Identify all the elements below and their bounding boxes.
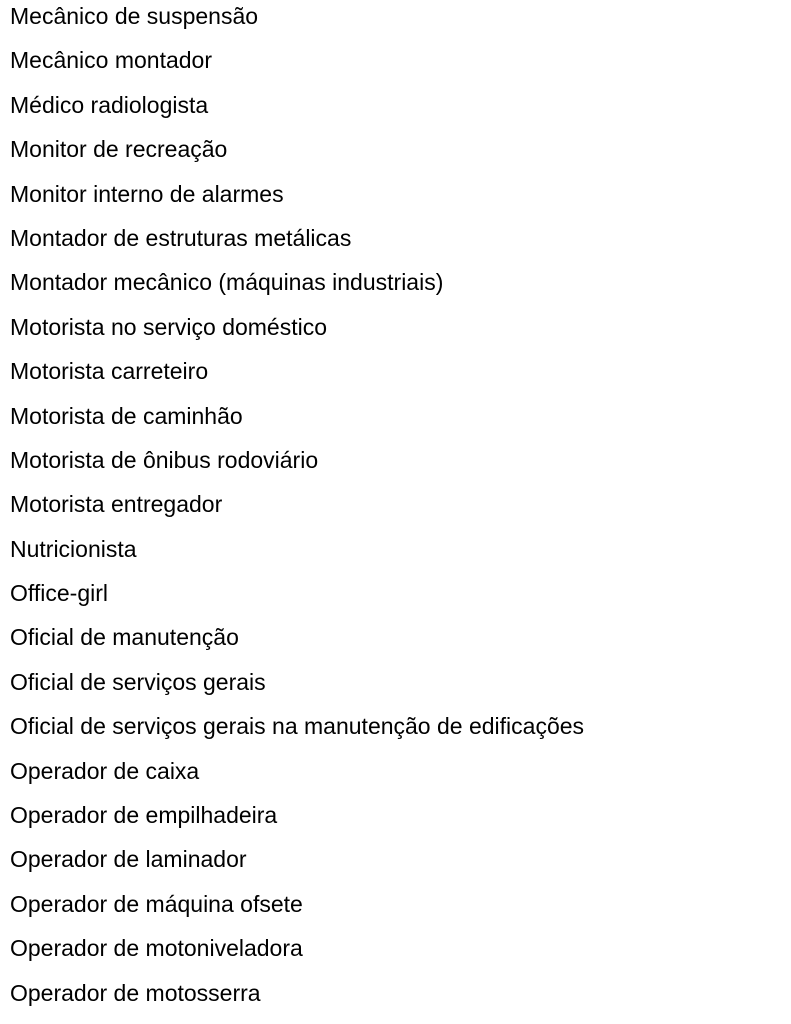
list-item: Mecânico montador <box>10 47 212 74</box>
list-item: Monitor de recreação <box>10 136 228 163</box>
list-item: Mecânico de suspensão <box>10 3 259 29</box>
list-item: Motorista entregador <box>10 491 223 518</box>
list-item: Motorista de caminhão <box>10 402 243 429</box>
list-item: Monitor interno de alarmes <box>10 180 284 207</box>
list-item: Nutricionista <box>10 535 137 562</box>
list-item: Office-girl <box>10 580 108 607</box>
list-item: Motorista carreteiro <box>10 358 209 385</box>
list-item: Oficial de serviços gerais <box>10 668 266 695</box>
list-item: Operador de motosserra <box>10 979 261 1006</box>
list-item: Médico radiologista <box>10 91 209 118</box>
list-item: Operador de motoniveladora <box>10 935 303 962</box>
list-item: Oficial de serviços gerais na manutenção de edificações <box>10 713 585 740</box>
list-item: Operador de caixa <box>10 757 200 784</box>
list-item: Oficial de manutenção <box>10 624 239 651</box>
list-item: Operador de laminador <box>10 846 247 873</box>
list-item: Operador de empilhadeira <box>10 802 278 829</box>
list-item: Motorista no serviço doméstico <box>10 313 328 340</box>
job-title-list <box>10 0 791 1021</box>
list-item: Montador de estruturas metálicas <box>10 224 352 251</box>
list-item: Montador mecânico (máquinas industriais) <box>10 269 444 296</box>
list-item: Operador de máquina ofsete <box>10 890 303 917</box>
list-item: Motorista de ônibus rodoviário <box>10 446 319 473</box>
